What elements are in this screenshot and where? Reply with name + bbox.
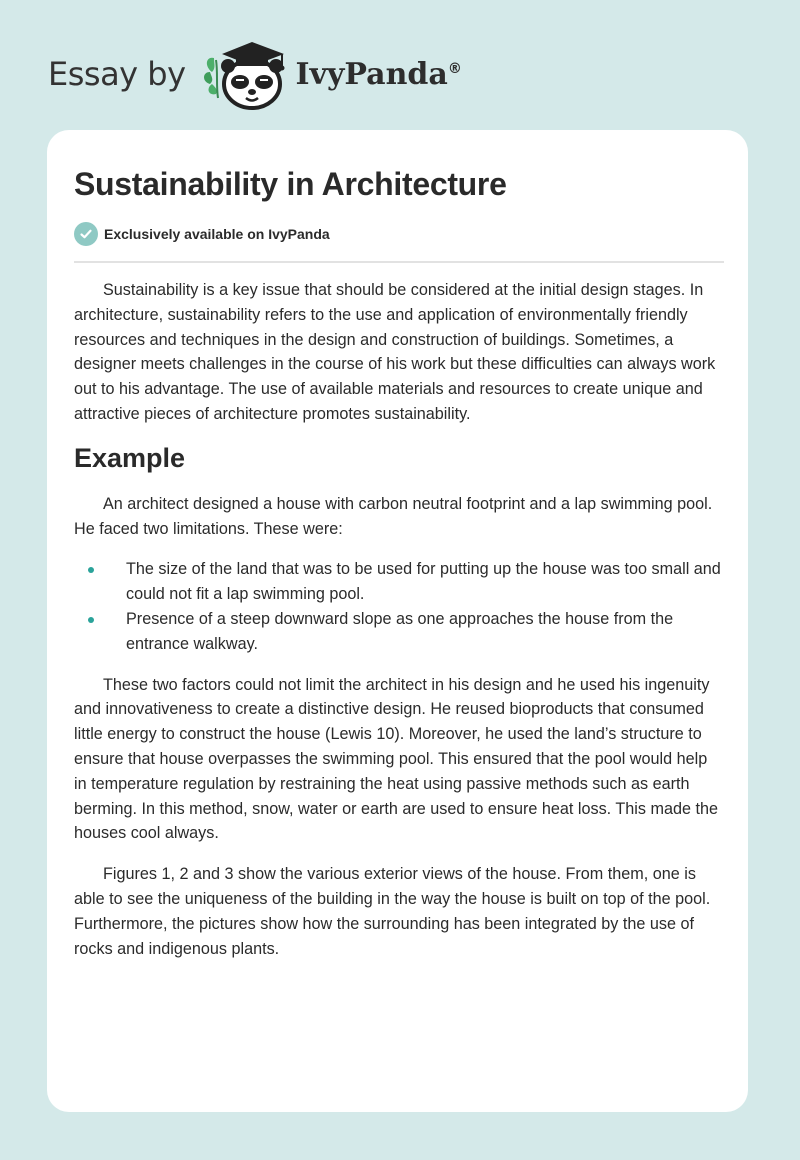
list-item: The size of the land that was to be used for putting up the house was too small and could not fit a lap swimming pool. (74, 557, 724, 607)
badge-label: Exclusively available on IvyPanda (104, 226, 330, 242)
exclusive-badge (74, 222, 330, 246)
essay-card (47, 130, 748, 1112)
example-intro-paragraph: An architect designed a house with carbon neutral footprint and a lap swimming pool. He faced two limitations. These were: (74, 494, 713, 538)
bullet-icon (88, 567, 94, 573)
divider (74, 261, 724, 263)
brand-prefix: Essay by (48, 55, 186, 93)
bullet-icon (88, 617, 94, 623)
intro-paragraph: Sustainability is a key issue that should be considered at the initial design stages. In architecture, sustainability refers to the use and application of environmentally friendly resources and techniques in the design and construction of buildings. Sometimes, a designer meets challenges in the course of his work but these difficulties can always work out to his advantage. The use of available materials and resources to create unique and attractive pieces of architecture promotes sustainability. (74, 281, 716, 423)
limitations-list (74, 557, 724, 656)
check-icon (74, 222, 98, 246)
section-heading: Example (74, 442, 186, 473)
list-item: Presence of a steep downward slope as one approaches the house from the entrance walkway. (74, 607, 724, 657)
article-body (74, 278, 724, 977)
brand-name: IvyPanda® (295, 56, 462, 92)
body-paragraph: Figures 1, 2 and 3 show the various exterior views of the house. From them, one is able to see the uniqueness of the building in the way the house is built on top of the pool. Furthermore, the pictures show how the surrounding has been integrated by the use of rocks and indigenous plants. (74, 865, 711, 958)
brand-header (48, 34, 462, 114)
body-paragraph: These two factors could not limit the architect in his design and he used his ingenuity and innovativeness to create a distinctive design. He reused bioproducts that consumed little energy to construct the house (Lewis 10). Moreover, he used the land’s structure to ensure that house overpasses the swimming pool. This ensured that the pool would help in temperature regulation by restraining the heat using passive methods such as earth berming. In this method, snow, water or earth are used to ensure heat loss. This made the houses cool always. (74, 675, 718, 843)
panda-graduate-icon (202, 32, 292, 117)
page-title: Sustainability in Architecture (74, 166, 507, 202)
